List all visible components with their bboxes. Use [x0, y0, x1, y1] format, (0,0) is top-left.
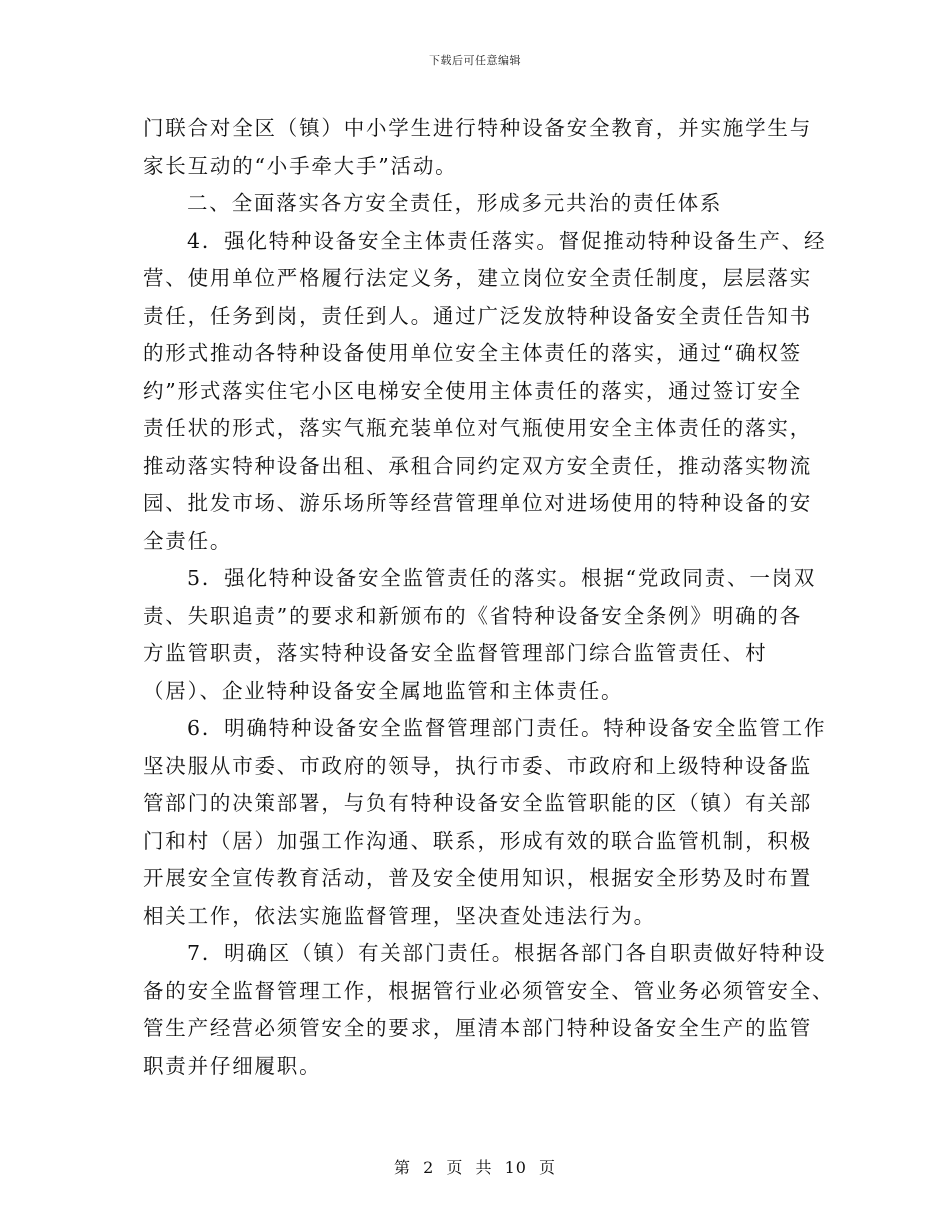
- paragraph-line: 推动落实特种设备出租、承租合同约定双方安全责任，推动落实物流: [143, 453, 812, 478]
- paragraph-line: 管生产经营必须管安全的要求，厘清本部门特种设备安全生产的监管: [143, 1016, 812, 1040]
- paragraph-line: 开展安全宣传教育活动，普及安全使用知识，根据安全形势及时布置: [143, 866, 812, 890]
- paragraph-line: 园、批发市场、游乐场所等经营管理单位对进场使用的特种设备的安: [143, 491, 812, 515]
- paragraph-line: 家长互动的“小手牵大手”活动。: [143, 153, 458, 178]
- paragraph-line: 门联合对全区（镇）中小学生进行特种设备安全教育，并实施学生与: [143, 116, 812, 140]
- page-footer: [0, 1155, 950, 1178]
- paragraph-line: 门和村（居）加强工作沟通、联系，形成有效的联合监管机制，积极: [143, 828, 812, 853]
- document-body: [143, 110, 835, 1085]
- paragraph-line: 7．明确区（镇）有关部门责任。根据各部门各自职责做好特种设: [187, 941, 827, 965]
- section-heading: 二、全面落实各方安全责任，形成多元共治的责任体系: [187, 191, 723, 215]
- total-pages: 10: [504, 1158, 527, 1177]
- page-unit: 页: [446, 1158, 464, 1177]
- page-label: 第: [393, 1158, 411, 1177]
- paragraph-line: 5．强化特种设备安全监管责任的落实。根据“党政同责、一岗双: [187, 566, 817, 590]
- paragraph-line: 管部门的决策部署，与负有特种设备安全监管职能的区（镇）有关部: [143, 791, 812, 815]
- paragraph-line: 相关工作，依法实施监督管理，坚决查处违法行为。: [143, 903, 656, 928]
- paragraph-line: 6．明确特种设备安全监督管理部门责任。特种设备安全监管工作: [187, 716, 827, 740]
- paragraph-line: 的形式推动各特种设备使用单位安全主体责任的落实，通过“确权签: [143, 341, 802, 365]
- paragraph-line: 责任状的形式，落实气瓶充装单位对气瓶使用安全主体责任的落实，: [143, 416, 812, 440]
- total-label: 共: [475, 1158, 493, 1177]
- paragraph-line: 备的安全监督管理工作，根据管行业必须管安全、管业务必须管安全、: [143, 978, 835, 1003]
- paragraph-line: 职责并仔细履职。: [143, 1053, 322, 1078]
- paragraph-line: 全责任。: [143, 528, 233, 553]
- paragraph-line: 方监管职责，落实特种设备安全监督管理部门综合监管责任、村: [143, 641, 768, 665]
- paragraph-line: 约”形式落实住宅小区电梯安全使用主体责任的落实，通过签订安全: [143, 378, 802, 403]
- total-unit: 页: [539, 1158, 557, 1177]
- page-header: 下载后可任意编辑: [429, 54, 521, 67]
- page-number: 2: [423, 1158, 435, 1177]
- paragraph-line: 4．强化特种设备安全主体责任落实。督促推动特种设备生产、经: [187, 228, 827, 253]
- paragraph-line: 责、失职追责”的要求和新颁布的《省特种设备安全条例》明确的各: [143, 603, 802, 628]
- paragraph-line: 营、使用单位严格履行法定义务，建立岗位安全责任制度，层层落实: [143, 266, 812, 290]
- paragraph-line: （居）、企业特种设备安全属地监管和主体责任。: [143, 678, 624, 703]
- paragraph-line: 责任，任务到岗，责任到人。通过广泛发放特种设备安全责任告知书: [143, 303, 812, 328]
- paragraph-line: 坚决服从市委、市政府的领导，执行市委、市政府和上级特种设备监: [143, 753, 812, 778]
